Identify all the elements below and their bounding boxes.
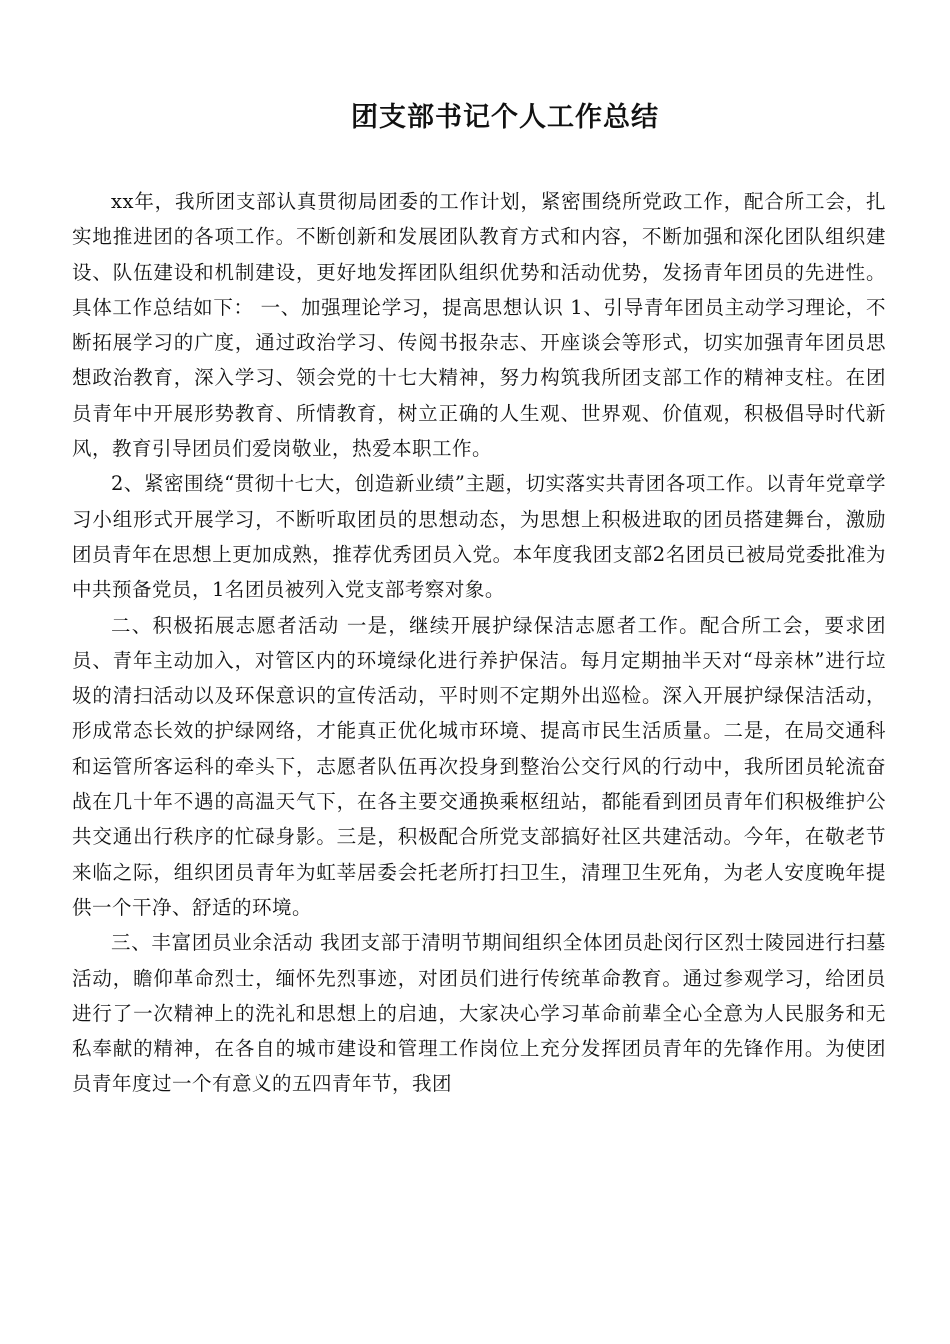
document-body [72,184,886,1102]
paragraph-theme-work: 2、紧密围绕“贯彻十七大，创造新业绩”主题，切实落实共青团各项工作。以青年党章学习小组形式开展学习，不断听取团员的思想动态，为思想上积极进取的团员搭建舞台，激励团员青年在思想上更加成熟，推荐优秀团员入党。本年度我团支部2名团员已被局党委批准为中共预备党员，1名团员被列入党支部考察对象。 [72,472,886,602]
document-title: 团支部书记个人工作总结 [351,102,659,133]
paragraph-volunteer: 二、积极拓展志愿者活动 一是，继续开展护绿保洁志愿者工作。配合所工会，要求团员、青年主动加入，对管区内的环境绿化进行养护保洁。每月定期抽半天对“母亲林”进行垃圾的清扫活动以及环保意识的宣传活动，平时则不定期外出巡检。深入开展护绿保洁活动，形成常态长效的护绿网络，才能真正优化城市环境、提高市民生活质量。二是，在局交通科和运管所客运科的牵头下，志愿者队伍再次投身到整治公交行风的行动中，我所团员轮流奋战在几十年不遇的高温天气下，在各主要交通换乘枢纽站，都能看到团员青年们积极维护公共交通出行秩序的忙碌身影。三是，积极配合所党支部搞好社区共建活动。今年，在敬老节来临之际，组织团员青年为虹莘居委会托老所打扫卫生，清理卫生死角，为老人安度晚年提供一个干净、舒适的环境。 [72,613,886,919]
paragraph-intro: xx年，我所团支部认真贯彻局团委的工作计划，紧密围绕所党政工作，配合所工会，扎实地推进团的各项工作。不断创新和发展团队教育方式和内容，不断加强和深化团队组织建设、队伍建设和机制建设，更好地发挥团队组织优势和活动优势，发扬青年团员的先进性。具体工作总结如下： 一、加强理论学习，提高思想认识 1、引导青年团员主动学习理论，不断拓展学习的广度，通过政治学习、传阅书报杂志、开座谈会等形式，切实加强青年团员思想政治教育，深入学习、领会党的十七大精神，努力构筑我所团支部工作的精神支柱。在团员青年中开展形势教育、所情教育，树立正确的人生观、世界观、价值观，积极倡导时代新风，教育引导团员们爱岗敬业，热爱本职工作。 [72,190,886,461]
paragraph-leisure: 三、丰富团员业余活动 我团支部于清明节期间组织全体团员赴闵行区烈士陵园进行扫墓活动，瞻仰革命烈士，缅怀先烈事迹，对团员们进行传统革命教育。通过参观学习，给团员进行了一次精神上的洗礼和思想上的启迪，大家决心学习革命前辈全心全意为人民服务和无私奉献的精神，在各自的城市建设和管理工作岗位上充分发挥团员青年的先锋作用。为使团员青年度过一个有意义的五四青年节，我团 [72,931,886,1096]
